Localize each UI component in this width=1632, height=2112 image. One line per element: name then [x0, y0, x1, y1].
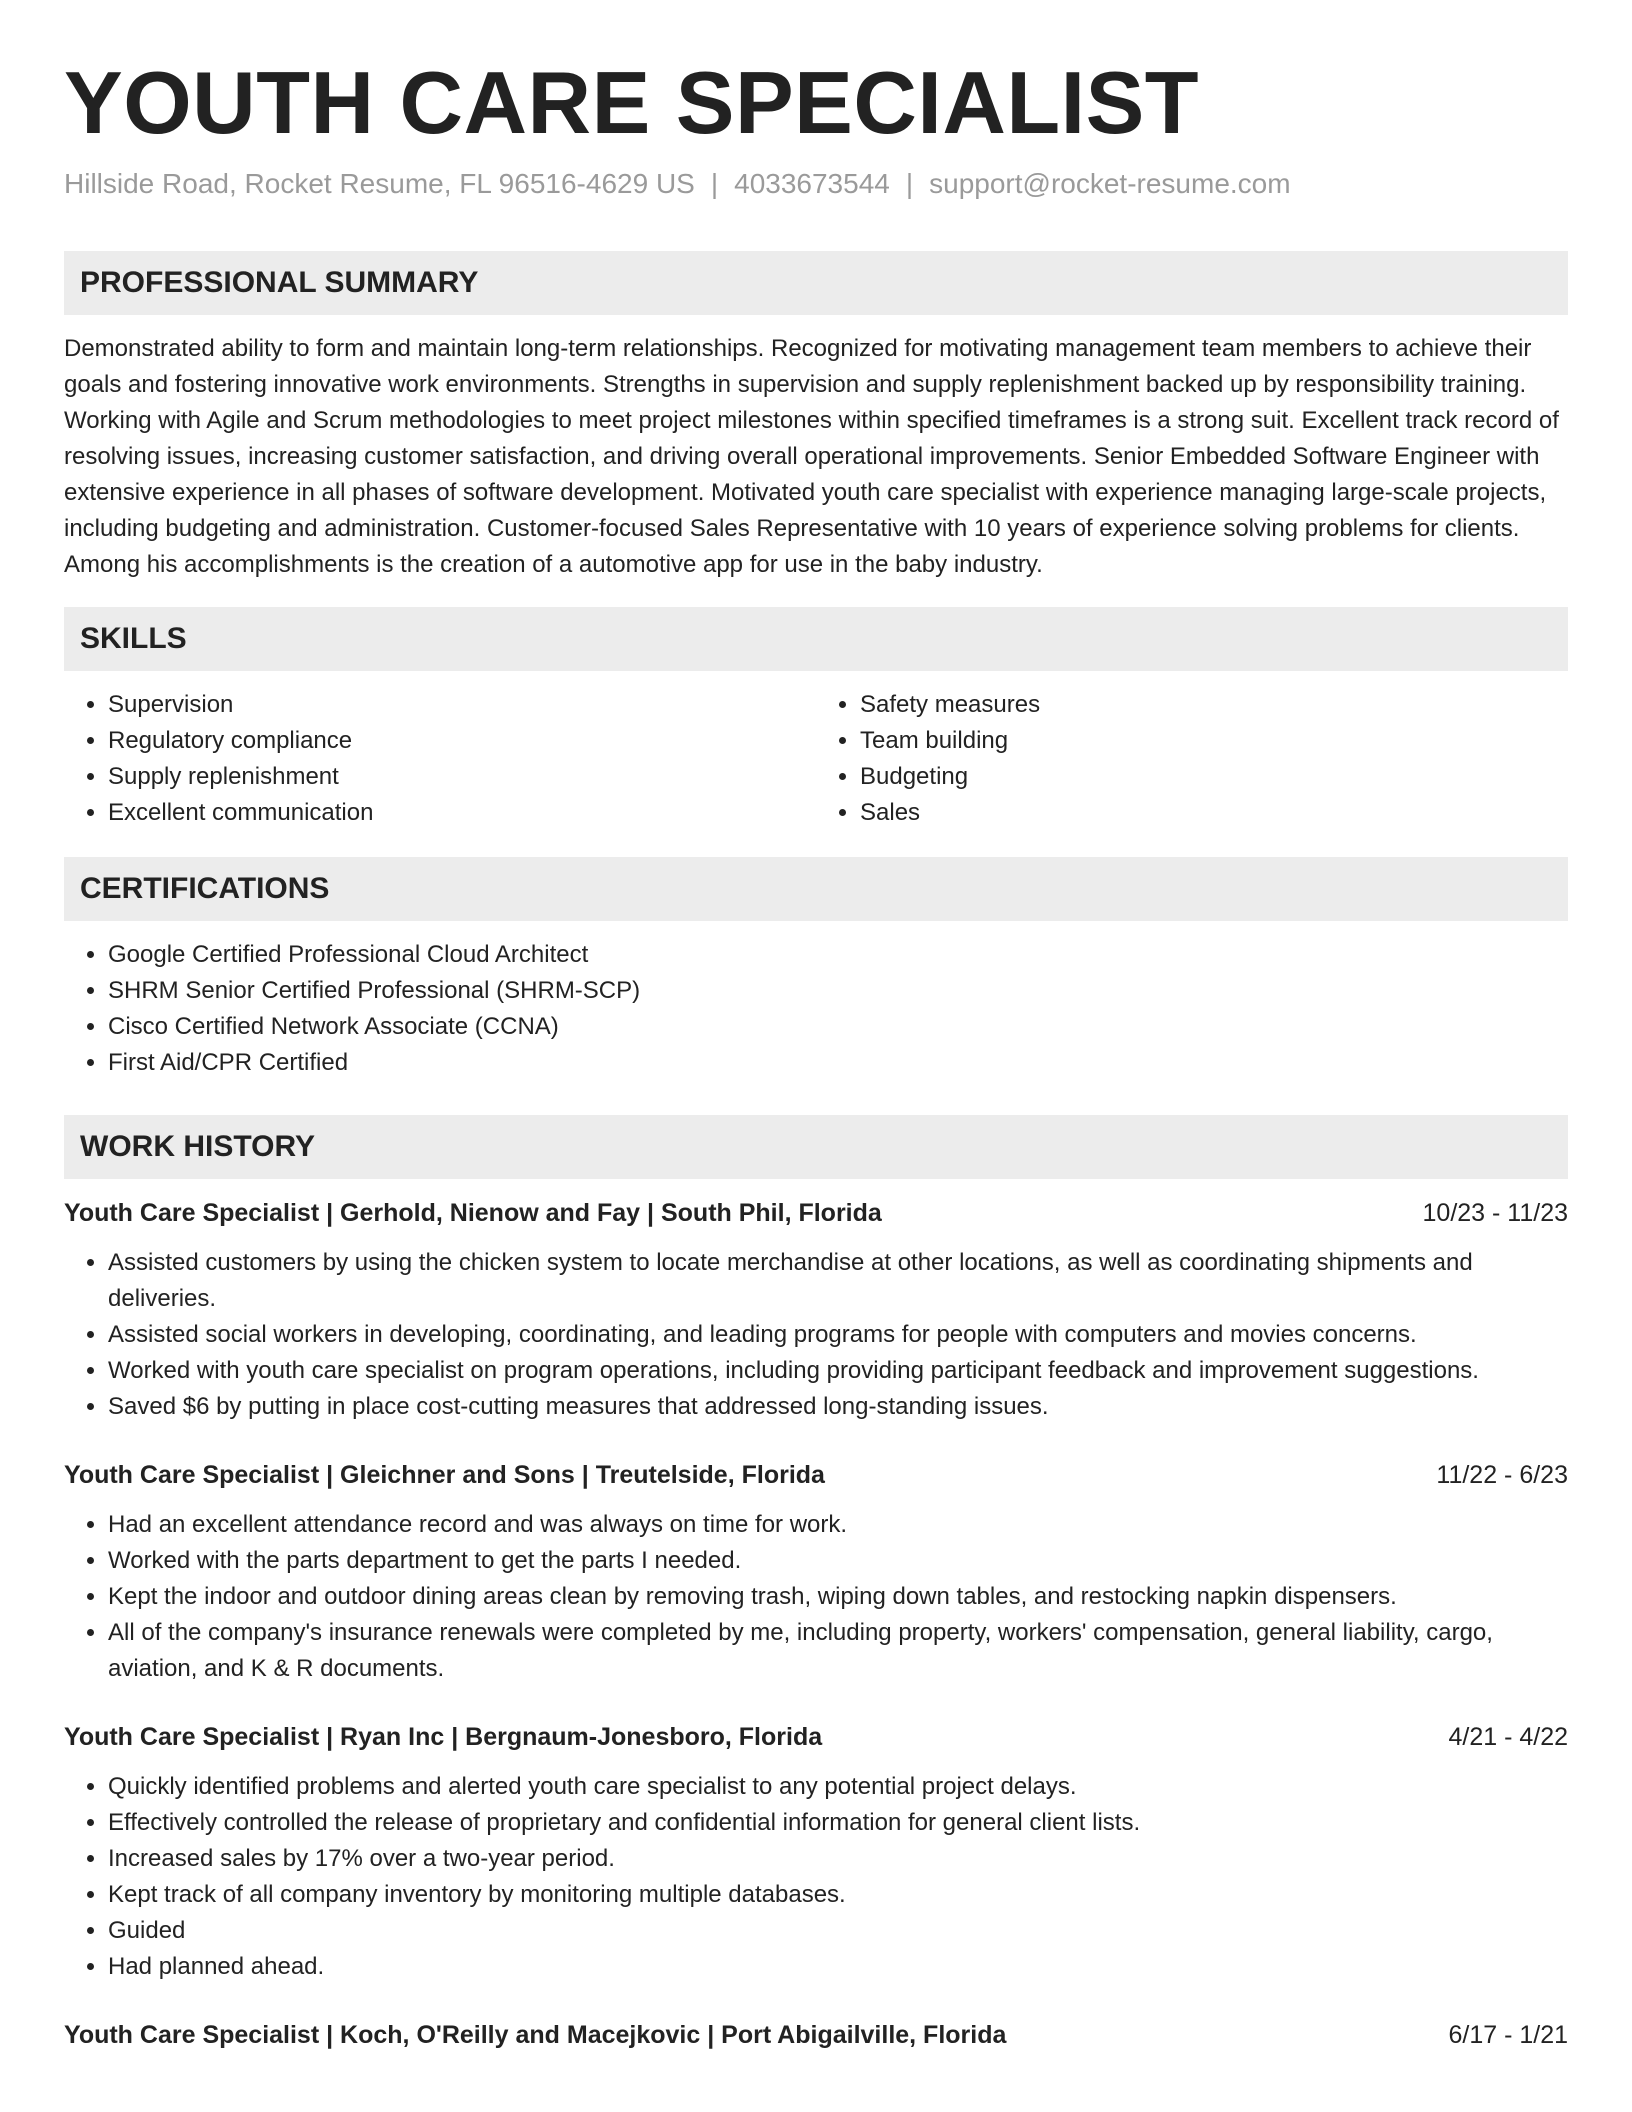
job-bullet: • Had planned ahead.: [108, 1949, 1568, 1985]
job-bullet: • Saved $6 by putting in place cost-cutting measures that addressed long-standing issues.: [108, 1389, 1568, 1425]
contact-email: support@rocket-resume.com: [929, 168, 1291, 200]
job-entry: [64, 1457, 1568, 1687]
skill-item: • Supervision: [108, 687, 816, 723]
summary-section: [64, 251, 1568, 583]
contact-address: Hillside Road, Rocket Resume, FL 96516-4629 US: [64, 168, 695, 200]
job-title: Youth Care Specialist | Gleichner and Sons | Treutelside, Florida: [64, 1460, 825, 1489]
job-bullet: • Had an excellent attendance record and was always on time for work.: [108, 1507, 1568, 1543]
job-bullet: • Kept track of all company inventory by monitoring multiple databases.: [108, 1877, 1568, 1913]
summary-heading: PROFESSIONAL SUMMARY: [64, 251, 1568, 315]
job-dates: 10/23 - 11/23: [1422, 1198, 1568, 1227]
job-bullet: • Quickly identified problems and alerted youth care specialist to any potential project delays.: [108, 1769, 1568, 1805]
skills-heading: SKILLS: [64, 607, 1568, 671]
skill-item: • Supply replenishment: [108, 759, 816, 795]
job-dates: 4/21 - 4/22: [1448, 1722, 1568, 1751]
job-bullets: [64, 1769, 1568, 1985]
job-title: Youth Care Specialist | Gerhold, Nienow and Fay | South Phil, Florida: [64, 1198, 882, 1227]
certification-item: • Cisco Certified Network Associate (CCNA): [108, 1009, 1568, 1045]
certification-item: • Google Certified Professional Cloud Architect: [108, 937, 1568, 973]
skill-item: • Team building: [860, 723, 1568, 759]
skills-list-left: [64, 687, 816, 831]
certifications-list: [64, 937, 1568, 1081]
job-bullet: • Worked with the parts department to get the parts I needed.: [108, 1543, 1568, 1579]
job-bullet: • Assisted social workers in developing, coordinating, and leading programs for people with computers and movies concerns.: [108, 1317, 1568, 1353]
job-bullet: • Guided: [108, 1913, 1568, 1949]
job-bullets: [64, 1507, 1568, 1687]
job-entry: [64, 1195, 1568, 1425]
skills-grid: [64, 671, 1568, 831]
job-header: [64, 2017, 1568, 2053]
skills-section: [64, 607, 1568, 831]
certification-item: • First Aid/CPR Certified: [108, 1045, 1568, 1081]
skill-item: • Budgeting: [860, 759, 1568, 795]
skill-item: • Safety measures: [860, 687, 1568, 723]
certifications-section: [64, 857, 1568, 1081]
job-title: Youth Care Specialist | Koch, O'Reilly and Macejkovic | Port Abigailville, Florida: [64, 2020, 1007, 2049]
job-header: [64, 1719, 1568, 1755]
job-title: Youth Care Specialist | Ryan Inc | Bergnaum-Jonesboro, Florida: [64, 1722, 823, 1751]
job-bullet: • Effectively controlled the release of proprietary and confidential information for general client lists.: [108, 1805, 1568, 1841]
job-entry: [64, 1719, 1568, 1985]
contact-line: [64, 167, 1568, 201]
job-bullet: • Kept the indoor and outdoor dining areas clean by removing trash, wiping down tables, and restocking napkin dispensers.: [108, 1579, 1568, 1615]
job-bullet: • Assisted customers by using the chicken system to locate merchandise at other locations, as well as coordinating shipments and deliveries.: [108, 1245, 1568, 1317]
job-header: [64, 1195, 1568, 1231]
skill-item: • Sales: [860, 795, 1568, 831]
skill-item: • Excellent communication: [108, 795, 816, 831]
certifications-heading: CERTIFICATIONS: [64, 857, 1568, 921]
job-dates: 6/17 - 1/21: [1448, 2020, 1568, 2049]
skill-item: • Regulatory compliance: [108, 723, 816, 759]
certification-item: • SHRM Senior Certified Professional (SHRM-SCP): [108, 973, 1568, 1009]
contact-separator: |: [710, 168, 719, 200]
work-history-section: [64, 1115, 1568, 2053]
job-bullets: [64, 1245, 1568, 1425]
job-bullet: • Worked with youth care specialist on program operations, including providing participant feedback and improvement suggestions.: [108, 1353, 1568, 1389]
work-history-heading: WORK HISTORY: [64, 1115, 1568, 1179]
job-header: [64, 1457, 1568, 1493]
job-entry: [64, 2017, 1568, 2053]
job-bullet: • Increased sales by 17% over a two-year period.: [108, 1841, 1568, 1877]
candidate-name: YOUTH CARE SPECIALIST: [64, 53, 1200, 152]
job-bullet: • All of the company's insurance renewals were completed by me, including property, workers' compensation, general liability, cargo, aviation, and K & R documents.: [108, 1615, 1568, 1687]
summary-text: Demonstrated ability to form and maintain long-term relationships. Recognized for motivating management team members to achieve their goals and fostering innovative work environments. Strengths in supervision and supply replenishment backed up by responsibility training. Working with Agile and Scrum methodologies to meet project milestones within specified timeframes is a strong suit. Excellent track record of resolving issues, increasing customer satisfaction, and driving overall operational improvements. Senior Embedded Software Engineer with extensive experience in all phases of software development. Motivated youth care specialist with experience managing large-scale projects, including budgeting and administration. Customer-focused Sales Representative with 10 years of experience solving problems for clients. Among his accomplishments is the creation of a automotive app for use in the baby industry.: [64, 334, 1559, 578]
job-dates: 11/22 - 6/23: [1436, 1460, 1568, 1489]
contact-separator: |: [905, 168, 914, 200]
skills-list-right: [816, 687, 1568, 831]
contact-phone: 4033673544: [734, 168, 890, 200]
